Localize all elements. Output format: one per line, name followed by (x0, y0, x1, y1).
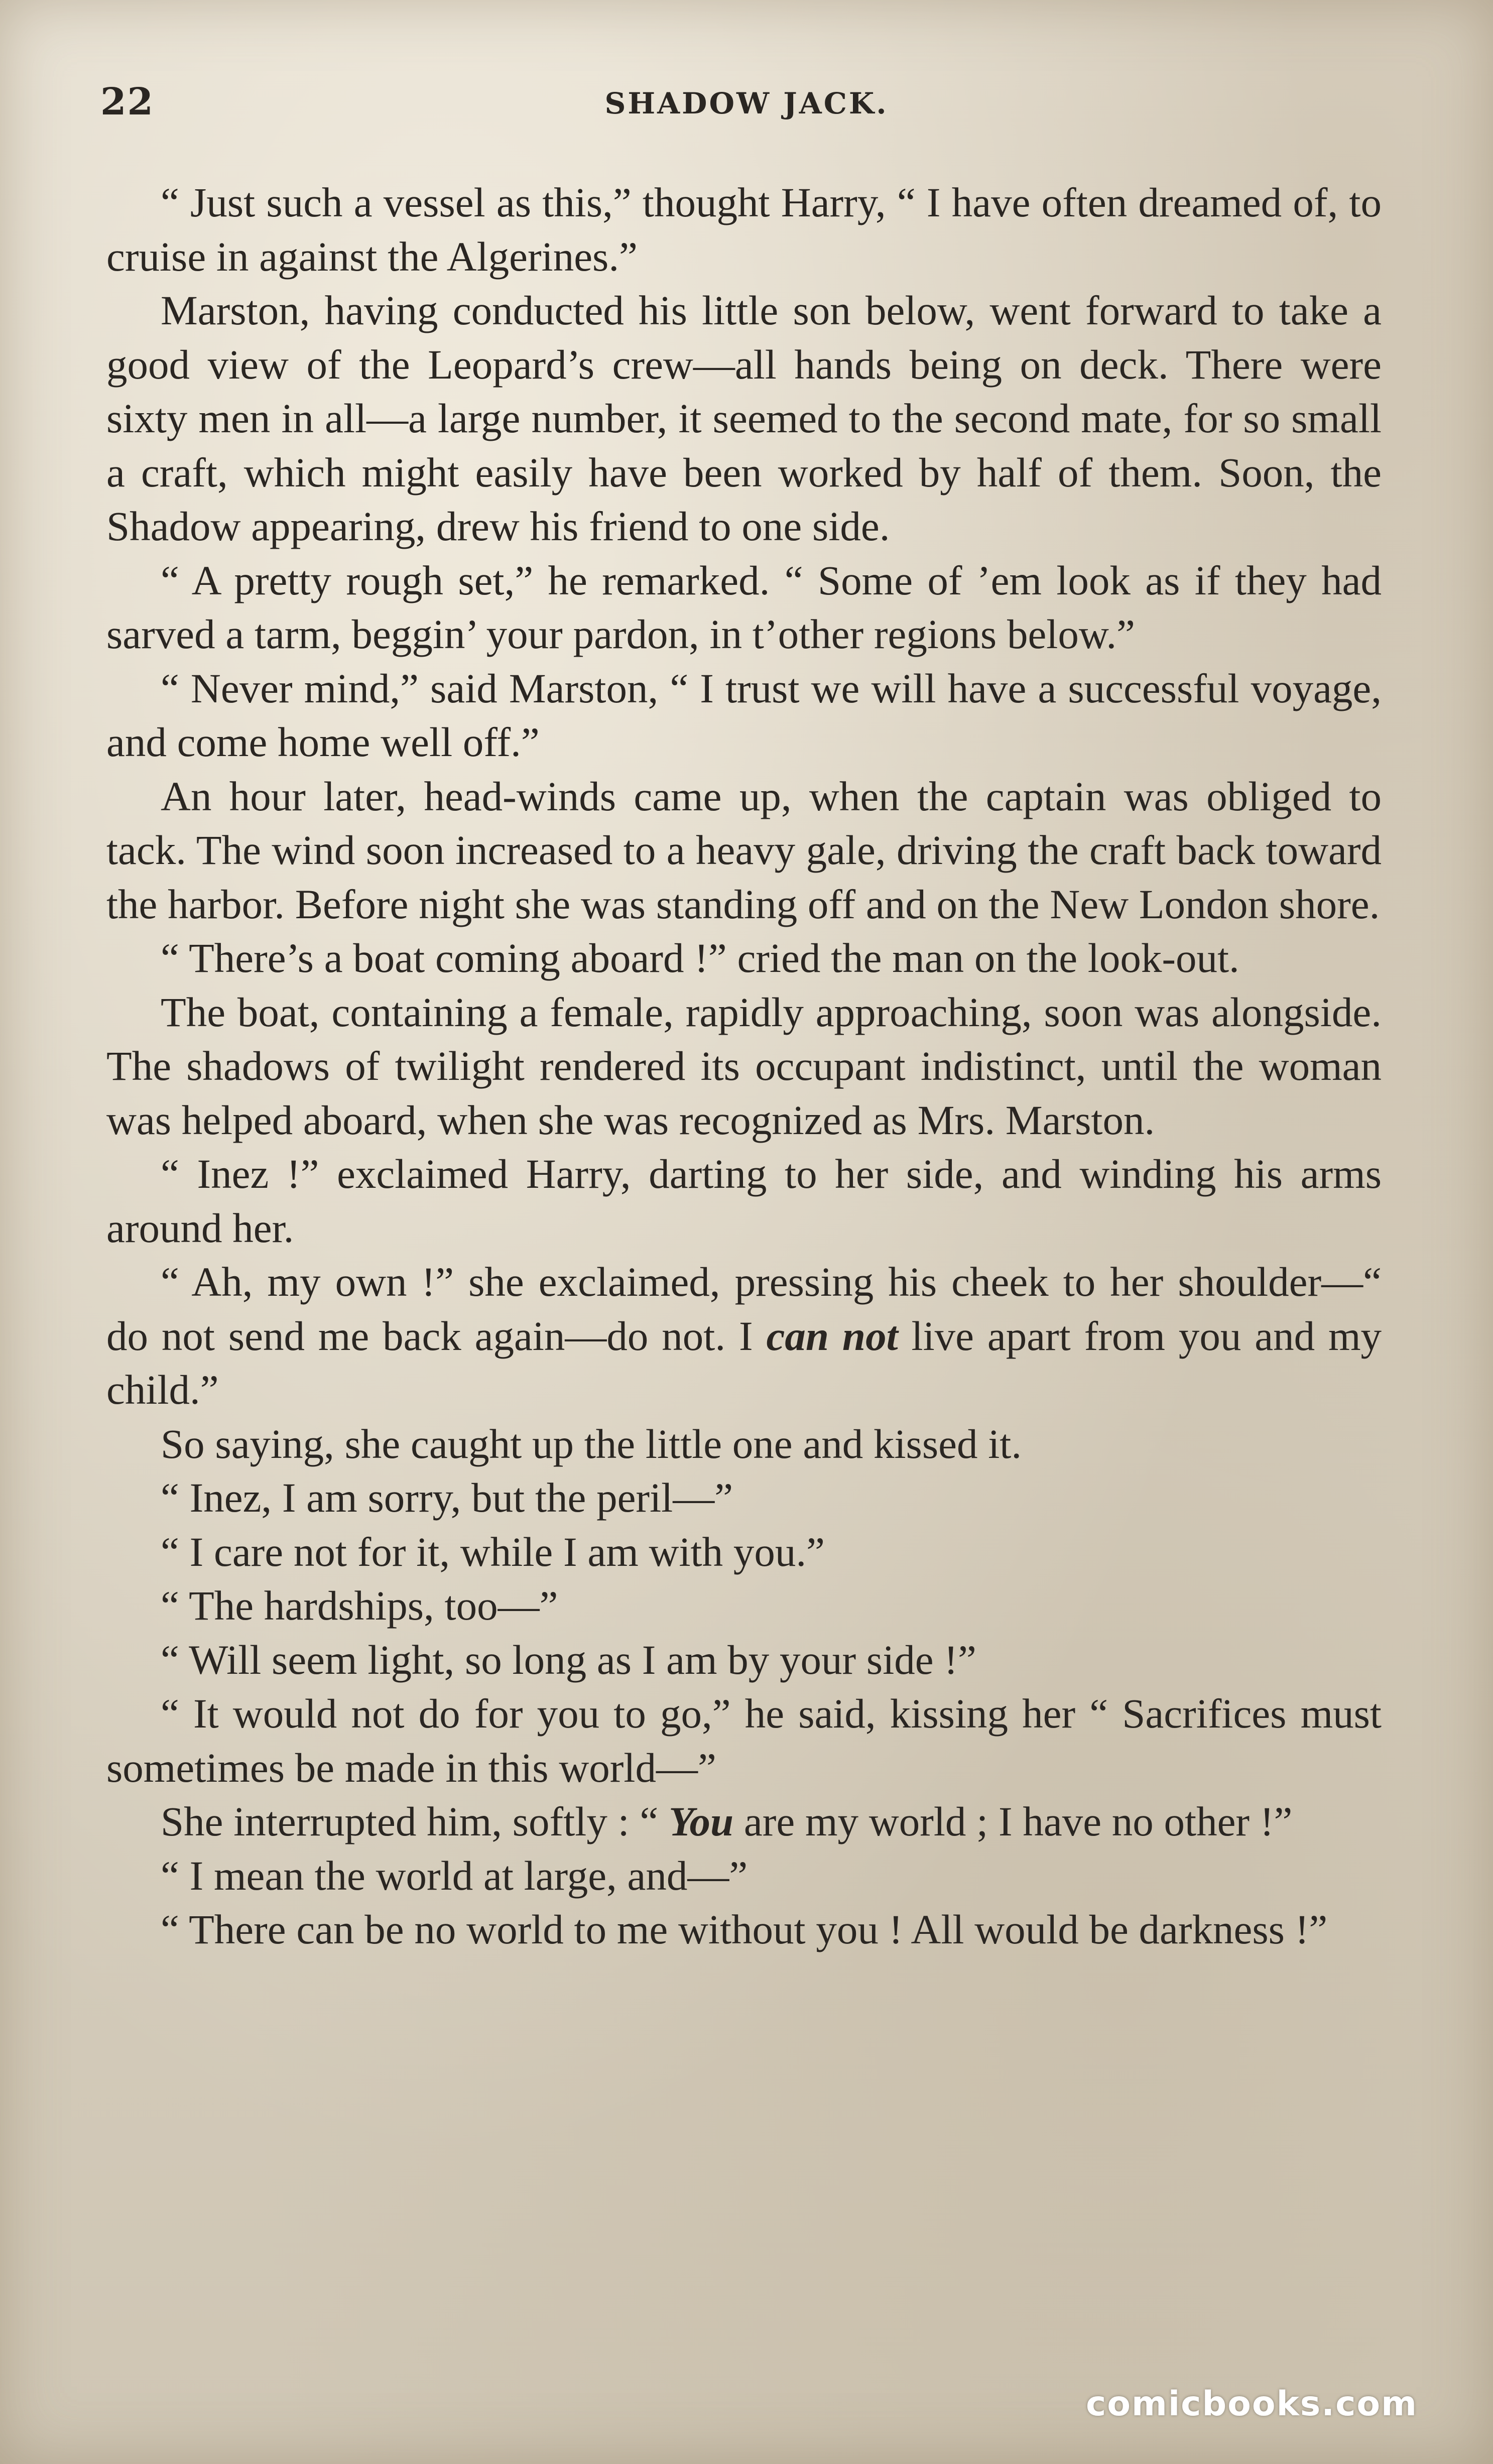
paragraph: So saying, she caught up the little one and kissed it. (161, 1420, 1022, 1467)
emphasis-text: can not (766, 1312, 898, 1359)
paragraph-she-interrupted (106, 1795, 1382, 1849)
text-run: She interrupted him, softly : “ (161, 1798, 669, 1844)
text-run: live apart from you and my child.” (106, 1312, 1382, 1413)
paragraph: “ A pretty rough set,” he remarked. “ Some of ’em look as if they had sarved a tarm, beggin’ your pardon, in t’other regions below.” (106, 557, 1382, 657)
text-body (106, 176, 1382, 1957)
paragraph: “ There can be no world to me without you ! All would be darkness !” (161, 1906, 1328, 1952)
paragraph: “ It would not do for you to go,” he said, kissing her “ Sacrifices must sometimes be made in this world—” (106, 1690, 1382, 1791)
paragraph: “ Will seem light, so long as I am by your side !” (161, 1636, 976, 1683)
watermark: comicbooks.com (1085, 2384, 1418, 2424)
paragraph: “ There’s a boat coming aboard !” cried the man on the look-out. (161, 935, 1239, 981)
page-number: 22 (100, 80, 154, 124)
paragraph: “ The hardships, too—” (161, 1582, 558, 1629)
emphasis-text: You (668, 1798, 734, 1844)
text-run: “ Ah, my own !” she exclaimed, pressing his cheek to her shoulder—“ do not send me back again—do not. I (106, 1259, 1382, 1359)
text-run: are my world ; I have no other !” (733, 1798, 1293, 1844)
paragraph: “ Inez, I am sorry, but the peril—” (161, 1474, 733, 1521)
paragraph: “ I mean the world at large, and—” (161, 1852, 748, 1899)
paragraph: Marston, having conducted his little son below, went forward to take a good view of the Leopard’s crew—all hands being on deck. There were sixty men in all—a large number, it seemed to the second mate, for so small a craft, which might easily have been worked by half of them. Soon, the Shadow appearing, drew his friend to one side. (106, 287, 1382, 549)
running-head: SHADOW JACK. (604, 86, 889, 120)
paragraph: “ I care not for it, while I am with you.” (161, 1528, 825, 1575)
paragraph: An hour later, head-winds came up, when the captain was obliged to tack. The wind soon increased to a heavy gale, driving the craft back toward the harbor. Before night she was standing off and on the New London shore. (106, 773, 1382, 927)
paragraph: “ Just such a vessel as this,” thought Harry, “ I have often dreamed of, to cruise in against the Algerines.” (106, 179, 1382, 280)
page-header (100, 75, 1393, 136)
paragraph: “ Never mind,” said Marston, “ I trust we will have a successful voyage, and come home well off.” (106, 665, 1382, 765)
paragraph: “ Inez !” exclaimed Harry, darting to her side, and winding his arms around her. (106, 1151, 1382, 1251)
paragraph: The boat, containing a female, rapidly approaching, soon was alongside. The shadows of twilight rendered its occupant indistinct, until the woman was helped aboard, when she was recognized as Mrs. Marston. (106, 989, 1382, 1143)
paragraph-ah-my-own (106, 1255, 1382, 1417)
